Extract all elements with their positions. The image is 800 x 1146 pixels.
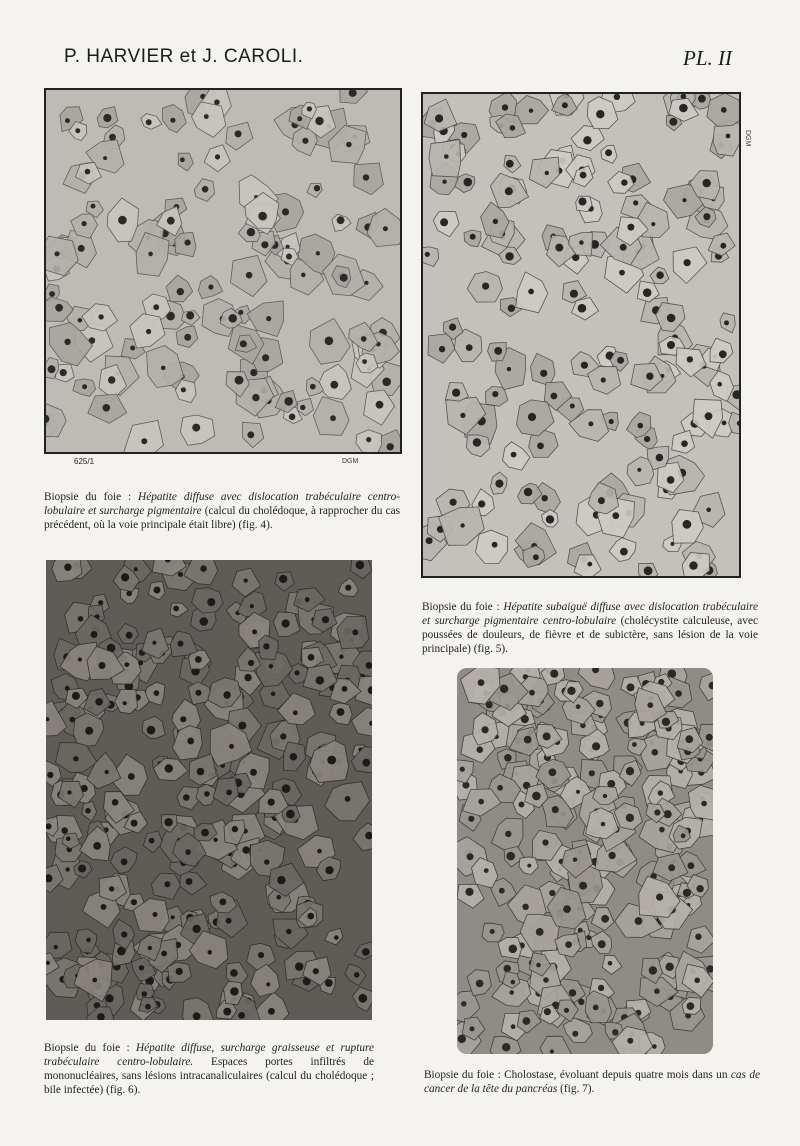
histology-texture <box>46 90 400 452</box>
histology-texture <box>46 560 372 1020</box>
figure-6-caption: Biopsie du foie : Hépatite diffuse, surcharge graisseuse et rupture trabéculaire centro-lobulaire. Espaces portes infiltrés de mononucléaires, sans lésions intracanaliculaires (calcul du cholédoque ; bile infectée) (fig. 6). <box>44 1042 374 1096</box>
plate-authors: P. HARVIER et J. CAROLI. <box>64 46 304 67</box>
figure-5-signature: DGM <box>744 130 751 147</box>
figure-7-caption: Biopsie du foie : Cholostase, évoluant depuis quatre mois dans un cas de cancer de la tête du pancréas (fig. 7). <box>424 1069 760 1095</box>
figure-6-image <box>46 560 372 1020</box>
figure-5-image <box>421 92 741 578</box>
figure-4-signature: DGM <box>342 458 359 465</box>
figure-4-caption: Biopsie du foie : Hépatite diffuse avec dislocation trabéculaire centro-lobulaire et surcharge pigmentaire (calcul du cholédoque, à rapprocher du cas précédent, où la voie principale était libre) (fig. 4). <box>44 491 400 531</box>
figure-7-image <box>457 668 713 1054</box>
figure-4-scale: 625/1 <box>74 457 95 466</box>
histology-texture <box>457 668 713 1054</box>
plate-number: PL. II <box>683 46 732 70</box>
figure-4-image <box>44 88 402 454</box>
figure-5-caption: Biopsie du foie : Hépatite subaiguë diffuse avec dislocation trabéculaire et surcharge pigmentaire centro-lobulaire (cholécystite calculeuse, avec poussées de douleurs, de fièvre et de subictère, sans lésion de la voie principale) (fig. 5). <box>422 601 758 655</box>
histology-texture <box>423 94 739 576</box>
